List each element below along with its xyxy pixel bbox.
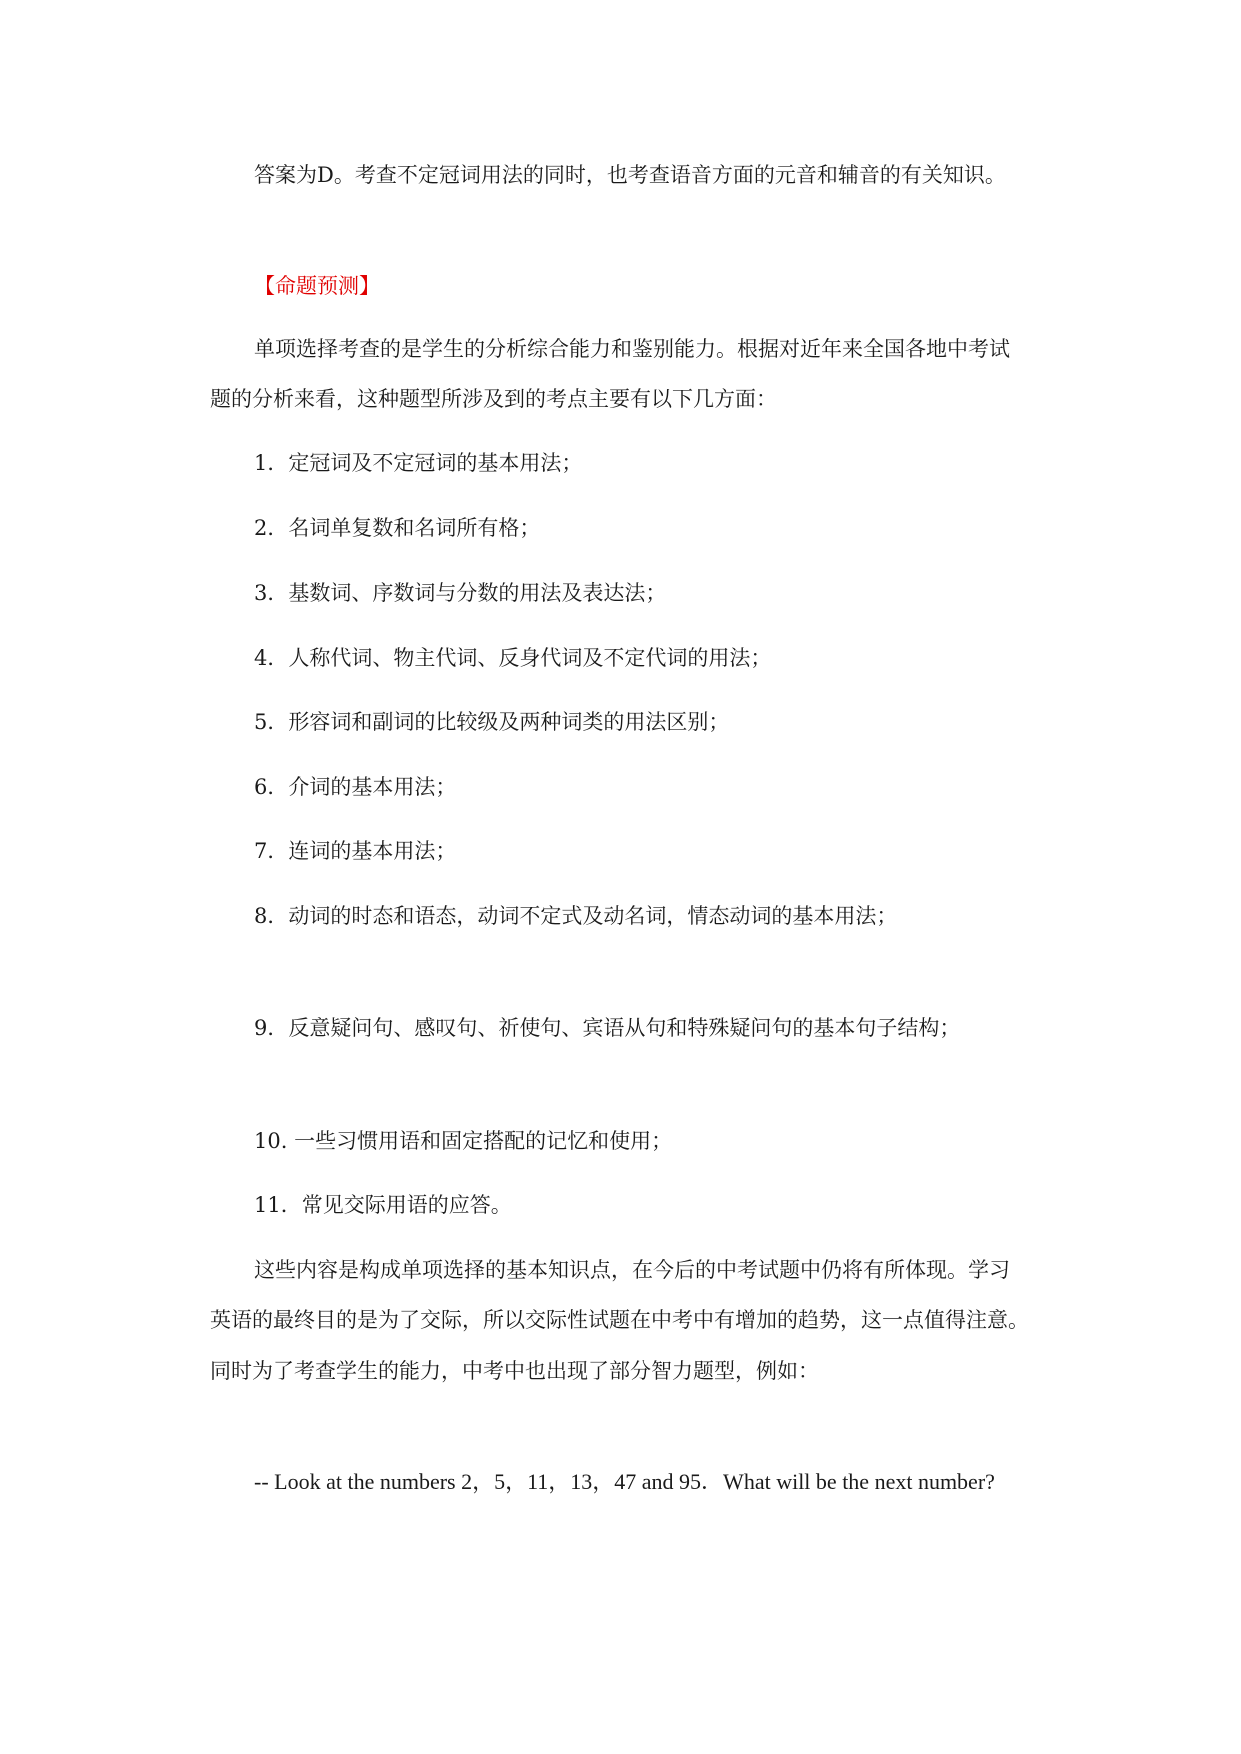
example-question-line: -- Look at the numbers 2，5，11，13，47 and 95．What will be the next number? bbox=[254, 1469, 995, 1494]
summary-paragraph-line-1: 这些内容是构成单项选择的基本知识点，在今后的中考试题中仍将有所体现。学习 bbox=[254, 1258, 1010, 1282]
point-item-6: 6．介词的基本用法； bbox=[254, 775, 457, 799]
intro-paragraph-line-2: 题的分析来看，这种题型所涉及到的考点主要有以下几方面： bbox=[210, 387, 777, 411]
section-heading: 【命题预测】 bbox=[254, 274, 380, 298]
point-item-1: 1．定冠词及不定冠词的基本用法； bbox=[254, 451, 583, 475]
point-item-3: 3．基数词、序数词与分数的用法及表达法； bbox=[254, 581, 667, 605]
point-item-4: 4．人称代词、物主代词、反身代词及不定代词的用法； bbox=[254, 646, 772, 670]
summary-paragraph-line-2: 英语的最终目的是为了交际，所以交际性试题在中考中有增加的趋势，这一点值得注意。 bbox=[210, 1308, 1029, 1332]
point-item-5: 5．形容词和副词的比较级及两种词类的用法区别； bbox=[254, 710, 730, 734]
point-item-10: 10. 一些习惯用语和固定搭配的记忆和使用； bbox=[254, 1129, 673, 1153]
answer-line: 答案为D。考查不定冠词用法的同时，也考查语音方面的元音和辅音的有关知识。 bbox=[254, 163, 1006, 187]
point-item-8: 8．动词的时态和语态，动词不定式及动名词，情态动词的基本用法； bbox=[254, 904, 898, 928]
point-item-2: 2．名词单复数和名词所有格； bbox=[254, 516, 541, 540]
point-item-7: 7．连词的基本用法； bbox=[254, 839, 457, 863]
intro-paragraph-line-1: 单项选择考查的是学生的分析综合能力和鉴别能力。根据对近年来全国各地中考试 bbox=[254, 337, 1010, 361]
point-item-9: 9．反意疑问句、感叹句、祈使句、宾语从句和特殊疑问句的基本句子结构； bbox=[254, 1016, 961, 1040]
summary-paragraph-line-3: 同时为了考查学生的能力，中考中也出现了部分智力题型，例如： bbox=[210, 1359, 819, 1383]
point-item-11: 11．常见交际用语的应答。 bbox=[254, 1193, 512, 1217]
